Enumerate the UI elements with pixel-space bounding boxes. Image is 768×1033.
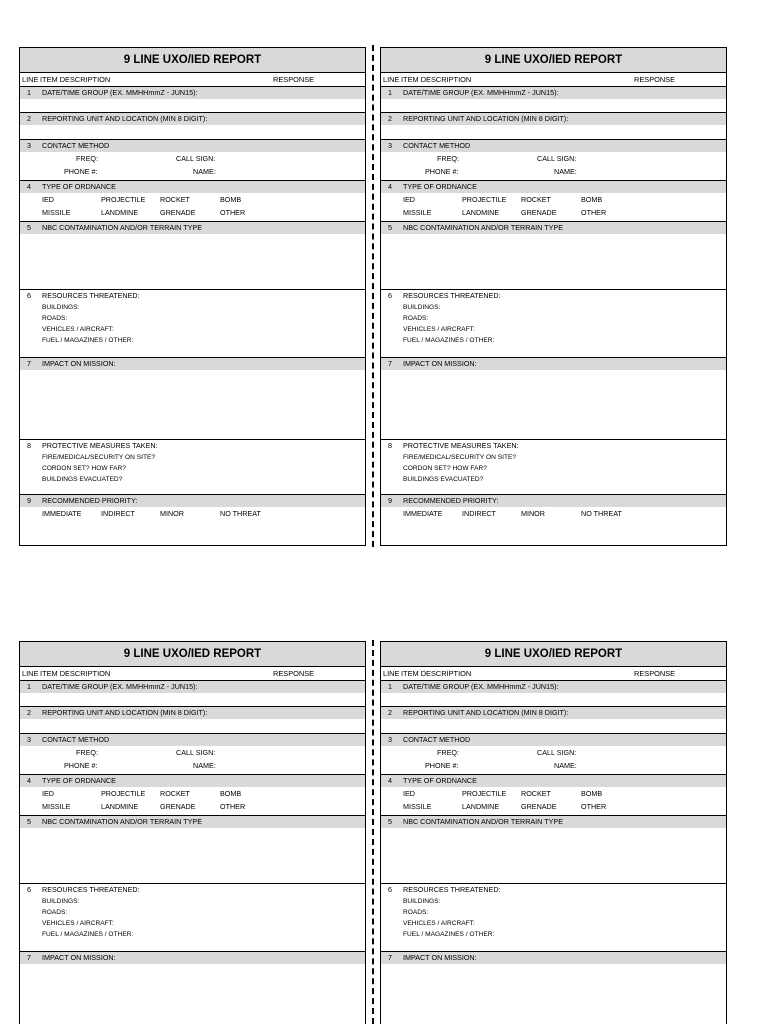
line-1[interactable]: 1 DATE/TIME GROUP (EX. MMHHmmZ - JUN15): bbox=[20, 681, 365, 707]
line-4[interactable]: 4 TYPE OF ORDNANCE IED PROJECTILE ROCKET BOMB MISSILE LANDMINE GRENADE OTHER bbox=[381, 181, 726, 222]
report-card-top-right bbox=[380, 47, 727, 546]
line-9[interactable]: 9 RECOMMENDED PRIORITY: IMMEDIATE INDIRECT MINOR NO THREAT bbox=[381, 495, 726, 545]
call-sign-label: CALL SIGN: bbox=[176, 154, 216, 163]
line-4[interactable]: 4 TYPE OF ORDNANCE IED PROJECTILE ROCKET BOMB MISSILE LANDMINE GRENADE OTHER bbox=[20, 775, 365, 816]
line-7[interactable]: 7 IMPACT ON MISSION: bbox=[20, 358, 365, 440]
name-label: NAME: bbox=[193, 167, 216, 176]
line-7[interactable]: 7 IMPACT ON MISSION: bbox=[381, 952, 726, 1033]
line-4[interactable]: 4 TYPE OF ORDNANCE IED PROJECTILE ROCKET BOMB MISSILE LANDMINE GRENADE OTHER bbox=[20, 181, 365, 222]
line-2[interactable]: 2 REPORTING UNIT AND LOCATION (MIN 8 DIGIT): bbox=[381, 113, 726, 140]
line-5[interactable]: 5 NBC CONTAMINATION AND/OR TERRAIN TYPE bbox=[381, 816, 726, 884]
phone-label: PHONE #: bbox=[64, 167, 98, 176]
line-6[interactable]: 6 RESOURCES THREATENED: BUILDINGS: ROADS: VEHICLES / AIRCRAFT: FUEL / MAGAZINES / OTHER: bbox=[20, 884, 365, 952]
line-7[interactable]: 7 IMPACT ON MISSION: bbox=[381, 358, 726, 440]
column-header: LINE ITEM DESCRIPTION RESPONSE bbox=[381, 73, 726, 87]
col-response: RESPONSE bbox=[273, 75, 315, 84]
col-line: LINE bbox=[22, 75, 39, 84]
line-3[interactable]: 3 CONTACT METHOD FREQ: CALL SIGN: PHONE #: NAME: bbox=[20, 734, 365, 775]
line-6[interactable]: 6 RESOURCES THREATENED: BUILDINGS: ROADS: VEHICLES / AIRCRAFT: FUEL / MAGAZINES / OTHER: bbox=[20, 290, 365, 358]
line-8[interactable]: 8 PROTECTIVE MEASURES TAKEN: FIRE/MEDICAL/SECURITY ON SITE? CORDON SET? HOW FAR? BUILDINGS EVACUATED? bbox=[20, 440, 365, 495]
report-card-bottom-left bbox=[19, 641, 366, 1024]
cut-line-bottom bbox=[372, 640, 374, 1024]
column-header bbox=[20, 73, 365, 87]
line-6[interactable]: 6 RESOURCES THREATENED: BUILDINGS: ROADS: VEHICLES / AIRCRAFT: FUEL / MAGAZINES / OTHER: bbox=[381, 290, 726, 358]
line-1[interactable]: 1 DATE/TIME GROUP (EX. MMHHmmZ - JUN15): bbox=[381, 681, 726, 707]
line-7[interactable]: 7 IMPACT ON MISSION: bbox=[20, 952, 365, 1033]
col-item: ITEM DESCRIPTION bbox=[40, 75, 111, 84]
card-title: 9 LINE UXO/IED REPORT bbox=[381, 48, 726, 73]
column-header: LINE ITEM DESCRIPTION RESPONSE bbox=[20, 667, 365, 681]
line-3[interactable]: 3 CONTACT METHOD FREQ: CALL SIGN: PHONE #: NAME: bbox=[20, 140, 365, 181]
line-8[interactable]: 8 PROTECTIVE MEASURES TAKEN: FIRE/MEDICAL/SECURITY ON SITE? CORDON SET? HOW FAR? BUILDINGS EVACUATED? bbox=[381, 440, 726, 495]
line-5[interactable]: 5 NBC CONTAMINATION AND/OR TERRAIN TYPE bbox=[20, 222, 365, 290]
line-3[interactable]: 3 CONTACT METHOD FREQ: CALL SIGN: PHONE #: NAME: bbox=[381, 140, 726, 181]
line-2[interactable]: 2 REPORTING UNIT AND LOCATION (MIN 8 DIGIT): bbox=[20, 113, 365, 140]
card-title: 9 LINE UXO/IED REPORT bbox=[381, 642, 726, 667]
line-2[interactable]: 2 REPORTING UNIT AND LOCATION (MIN 8 DIGIT): bbox=[381, 707, 726, 734]
report-card-top-left bbox=[19, 47, 366, 546]
line-4[interactable]: 4 TYPE OF ORDNANCE IED PROJECTILE ROCKET BOMB MISSILE LANDMINE GRENADE OTHER bbox=[381, 775, 726, 816]
line-2[interactable]: 2 REPORTING UNIT AND LOCATION (MIN 8 DIGIT): bbox=[20, 707, 365, 734]
line-5[interactable]: 5 NBC CONTAMINATION AND/OR TERRAIN TYPE bbox=[381, 222, 726, 290]
line-6[interactable]: 6 RESOURCES THREATENED: BUILDINGS: ROADS: VEHICLES / AIRCRAFT: FUEL / MAGAZINES / OTHER: bbox=[381, 884, 726, 952]
card-title: 9 LINE UXO/IED REPORT bbox=[20, 642, 365, 667]
line-1[interactable]: 1 DATE/TIME GROUP (EX. MMHHmmZ - JUN15): bbox=[20, 87, 365, 113]
line-9[interactable]: 9 RECOMMENDED PRIORITY: IMMEDIATE INDIRECT MINOR NO THREAT bbox=[20, 495, 365, 545]
cut-line-top bbox=[372, 45, 374, 547]
report-card-bottom-right bbox=[380, 641, 727, 1024]
line-1[interactable]: 1 DATE/TIME GROUP (EX. MMHHmmZ - JUN15): bbox=[381, 87, 726, 113]
line-3[interactable]: 3 CONTACT METHOD FREQ: CALL SIGN: PHONE #: NAME: bbox=[381, 734, 726, 775]
column-header: LINE ITEM DESCRIPTION RESPONSE bbox=[381, 667, 726, 681]
freq-label: FREQ: bbox=[76, 154, 98, 163]
card-title: 9 LINE UXO/IED REPORT bbox=[20, 48, 365, 73]
line-5[interactable]: 5 NBC CONTAMINATION AND/OR TERRAIN TYPE bbox=[20, 816, 365, 884]
